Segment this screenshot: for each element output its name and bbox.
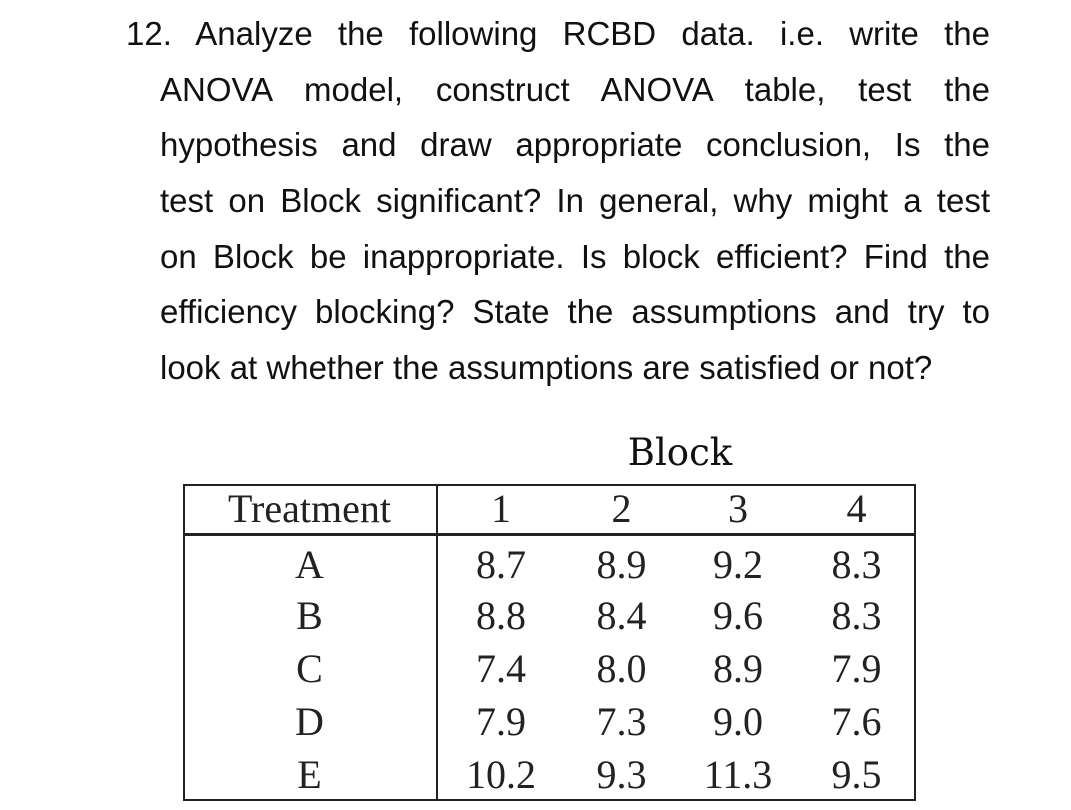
question-line-1: 12. Analyze the following RCBD data. i.e. write the xyxy=(126,15,990,52)
block-header-4: 4 xyxy=(797,484,916,534)
treatment-cell: E xyxy=(183,748,437,801)
value-cell: 10.2 xyxy=(466,751,536,797)
value-cell: 9.2 xyxy=(713,542,763,588)
table-row xyxy=(183,589,916,642)
question-line-2: ANOVA model, construct ANOVA table, test the xyxy=(160,71,990,108)
question-line-4: test on Block significant? In general, why might a test xyxy=(160,182,990,219)
value-cell: 9.0 xyxy=(713,698,763,744)
value-cell: 7.4 xyxy=(476,645,526,691)
value-cell: 8.8 xyxy=(476,592,526,638)
table-row xyxy=(183,748,916,801)
value-cell: 7.9 xyxy=(831,645,882,691)
question-line-3: hypothesis and draw appropriate conclusion, Is the xyxy=(160,126,990,163)
rcbd-data-table xyxy=(183,484,916,801)
value-cell: 7.9 xyxy=(476,698,526,744)
value-cell: 8.4 xyxy=(596,592,647,638)
question-line-5: on Block be inappropriate. Is block efficient? Find the xyxy=(160,238,990,275)
block-header-1: 1 xyxy=(437,484,564,534)
block-header-3: 3 xyxy=(679,484,797,534)
value-cell: 11.3 xyxy=(703,751,773,797)
question-text xyxy=(0,0,1071,400)
question-line-7: look at whether the assumptions are satisfied or not? xyxy=(160,349,933,386)
value-cell: 8.0 xyxy=(596,645,647,691)
value-cell: 8.7 xyxy=(476,542,526,588)
treatment-cell: B xyxy=(183,589,437,642)
value-cell: 7.6 xyxy=(831,698,882,744)
table-row xyxy=(183,695,916,748)
table-row xyxy=(183,534,916,589)
value-cell: 8.9 xyxy=(596,542,647,588)
treatment-header: Treatment xyxy=(183,484,437,534)
block-label: Block xyxy=(627,431,733,474)
value-cell: 8.3 xyxy=(831,542,882,588)
table-header-row xyxy=(183,484,916,534)
value-cell: 8.3 xyxy=(831,592,882,638)
value-cell: 8.9 xyxy=(713,645,763,691)
question-line-6: efficiency blocking? State the assumptions and try to xyxy=(160,293,990,330)
value-cell: 9.5 xyxy=(831,751,882,797)
table-row xyxy=(183,642,916,695)
value-cell: 7.3 xyxy=(596,698,647,744)
value-cell: 9.3 xyxy=(596,751,647,797)
treatment-cell: C xyxy=(183,642,437,695)
block-header-2: 2 xyxy=(564,484,679,534)
value-cell: 9.6 xyxy=(713,592,763,638)
treatment-cell: D xyxy=(183,695,437,748)
treatment-cell: A xyxy=(183,534,437,589)
